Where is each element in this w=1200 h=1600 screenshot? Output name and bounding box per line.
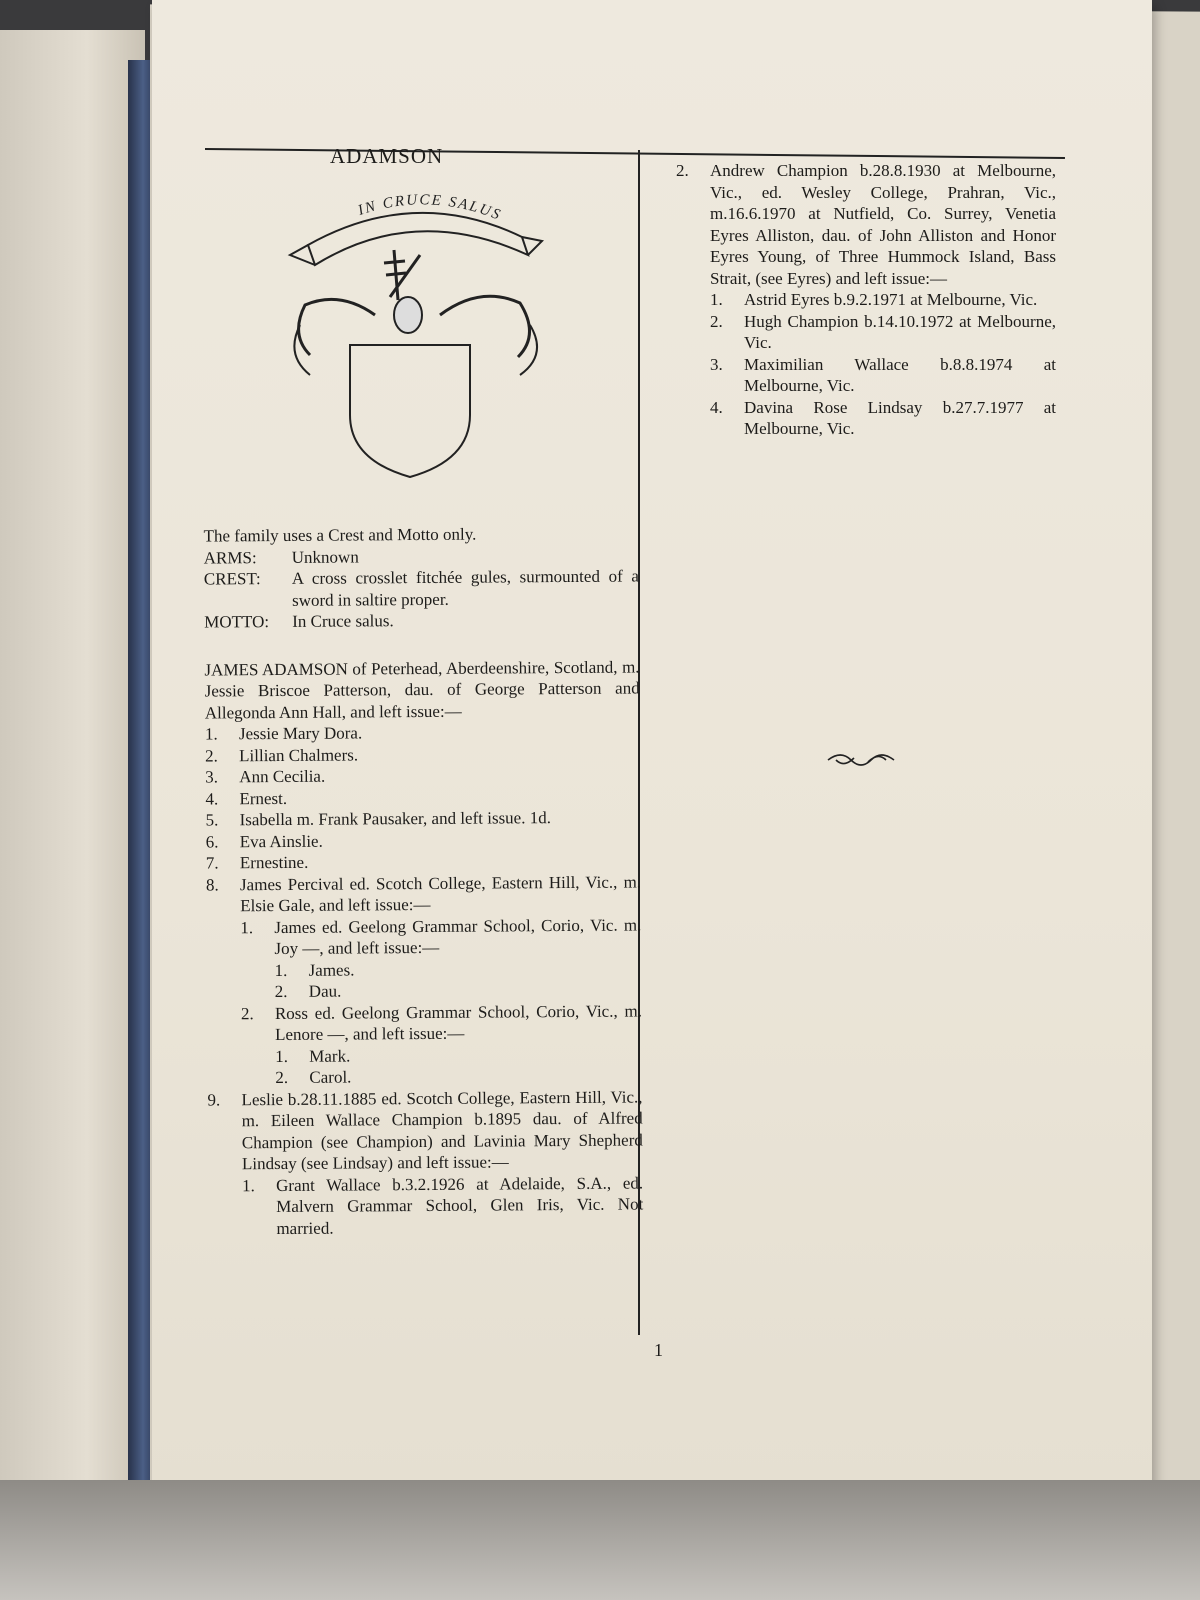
item-text: Ann Cecilia. [239,766,326,787]
item-text: Dau. [308,981,342,1001]
cross-and-sword-icon [384,250,420,300]
list-item [275,957,642,981]
list-item [275,1043,642,1067]
item-text: Ernest. [239,788,288,808]
list-item [710,289,1056,311]
item-number: 2. [275,1067,289,1088]
list-item [241,1000,642,1046]
crest-motto-banner: IN CRUCE SALUS [356,192,504,224]
item-number: 4. [710,397,723,417]
andrew-issue-list [710,289,1056,440]
item-number: 1. [240,917,254,937]
item-text: Ernestine. [239,852,309,873]
item-number: 5. [205,810,219,830]
list-item: 2. Andrew Champion b.28.8.1930 at Melbourne, Vic., ed. Wesley College, Prahran, Vic., m.16.6.1970 at Nutfield, Co. Surrey, Venetia Eyres Alliston, dau. of John Alliston and Honor Eyres Young, of Three Hummock Island, Bass Strait, (see Eyres) and left issue:— [676,161,1056,288]
item-text: Jessie Mary Dora. [238,723,363,744]
right-column [676,160,1056,440]
list-item [710,397,1056,440]
page-number: 1 [654,1340,663,1360]
blazon-arms: ARMS: Unknown [203,546,359,568]
item-text: Davina Rose Lindsay b.27.7.1977 at Melbourne, Vic. [744,397,1056,438]
children-list [205,720,641,917]
item-text: Carol. [309,1067,352,1087]
item-text: Ross ed. Geelong Grammar School, Corio, Vic., m. Lenore —, and left issue:— [274,1000,642,1045]
list-item [710,354,1056,397]
table-surface [0,1480,1200,1600]
item-number: 2. [710,311,723,331]
svg-text:IN CRUCE SALUS [355,192,504,224]
item-number: 3. [710,354,723,374]
list-item: 9. Leslie b.28.11.1885 ed. Scotch College, Eastern Hill, Vic., m. Eileen Wallace Champion b.1895 dau. of Alfred Champion (see Champion) and Lavinia Mary Shepherd Lindsay (see Lindsay) and left issue:— [207,1086,643,1174]
progenitor-entry: JAMES ADAMSON of Peterhead, Aberdeenshire, Scotland, m. Jessie Briscoe Patterson, dau. of George Patterson and Allegonda Ann Hall, and left issue:— [204,656,640,723]
list-item [205,720,640,745]
item-number: 1. [204,724,218,744]
item-number: 1. [275,1046,289,1066]
list-item [240,914,641,960]
item-text: Lillian Chalmers. [239,744,359,765]
item-text: Eva Ainslie. [239,831,323,851]
list-item [275,978,642,1002]
item-number: 1. [274,960,288,980]
list-item [205,785,640,810]
list-item [206,828,641,853]
item-number: 2. [274,981,288,1002]
item-text: Astrid Eyres b.9.2.1971 at Melbourne, Vic. [744,290,1038,309]
list-item [205,742,640,767]
list-item [205,806,640,831]
item-text: Mark. [309,1046,351,1066]
blazon-crest: CREST: A cross crosslet fitchée gules, surmounted of a sword in saltire proper. [203,566,639,610]
family-crest-illustration [280,185,550,485]
item-text: James. [308,959,355,980]
list-item [206,849,641,874]
left-column [204,522,644,1239]
item-number: 8. [205,874,219,895]
item-number: 1. [710,290,723,309]
item-text: James ed. Geelong Grammar School, Corio, Vic. m. Joy —, and left issue:— [274,914,642,959]
facing-page-edge [0,30,145,1480]
list-item [206,871,641,917]
item-number: 2. [240,1003,254,1023]
blazon-motto: MOTTO: In Cruce salus. [204,611,394,632]
flourish-ornament-icon [826,748,896,772]
list-item [275,1064,642,1088]
item-text: Isabella m. Frank Pausaker, and left issue. 1d. [239,808,552,830]
item-text: James Percival ed. Scotch College, Eastern Hill, Vic., m. Elsie Gale, and left issue:— [239,871,642,916]
list-item [205,763,640,788]
page-title: ADAMSON [330,144,444,168]
item-number: 7. [205,853,219,873]
james-percival-issue-list [240,914,642,1089]
list-item [710,311,1056,354]
item-number: 3. [205,767,219,787]
item-number: 4. [205,788,219,809]
item-number: 6. [205,831,219,852]
list-item: 1. Grant Wallace b.3.2.1926 at Adelaide, S.A., ed. Malvern Grammar School, Glen Iris, Vic. Not married. [242,1172,644,1238]
item-text: Maximilian Wallace b.8.8.1974 at Melbourne, Vic. [744,354,1056,395]
item-number: 2. [205,745,218,766]
intro-text: The family uses a Crest and Motto only. [203,524,477,546]
item-text: Hugh Champion b.14.10.1972 at Melbourne, Vic. [744,311,1056,352]
